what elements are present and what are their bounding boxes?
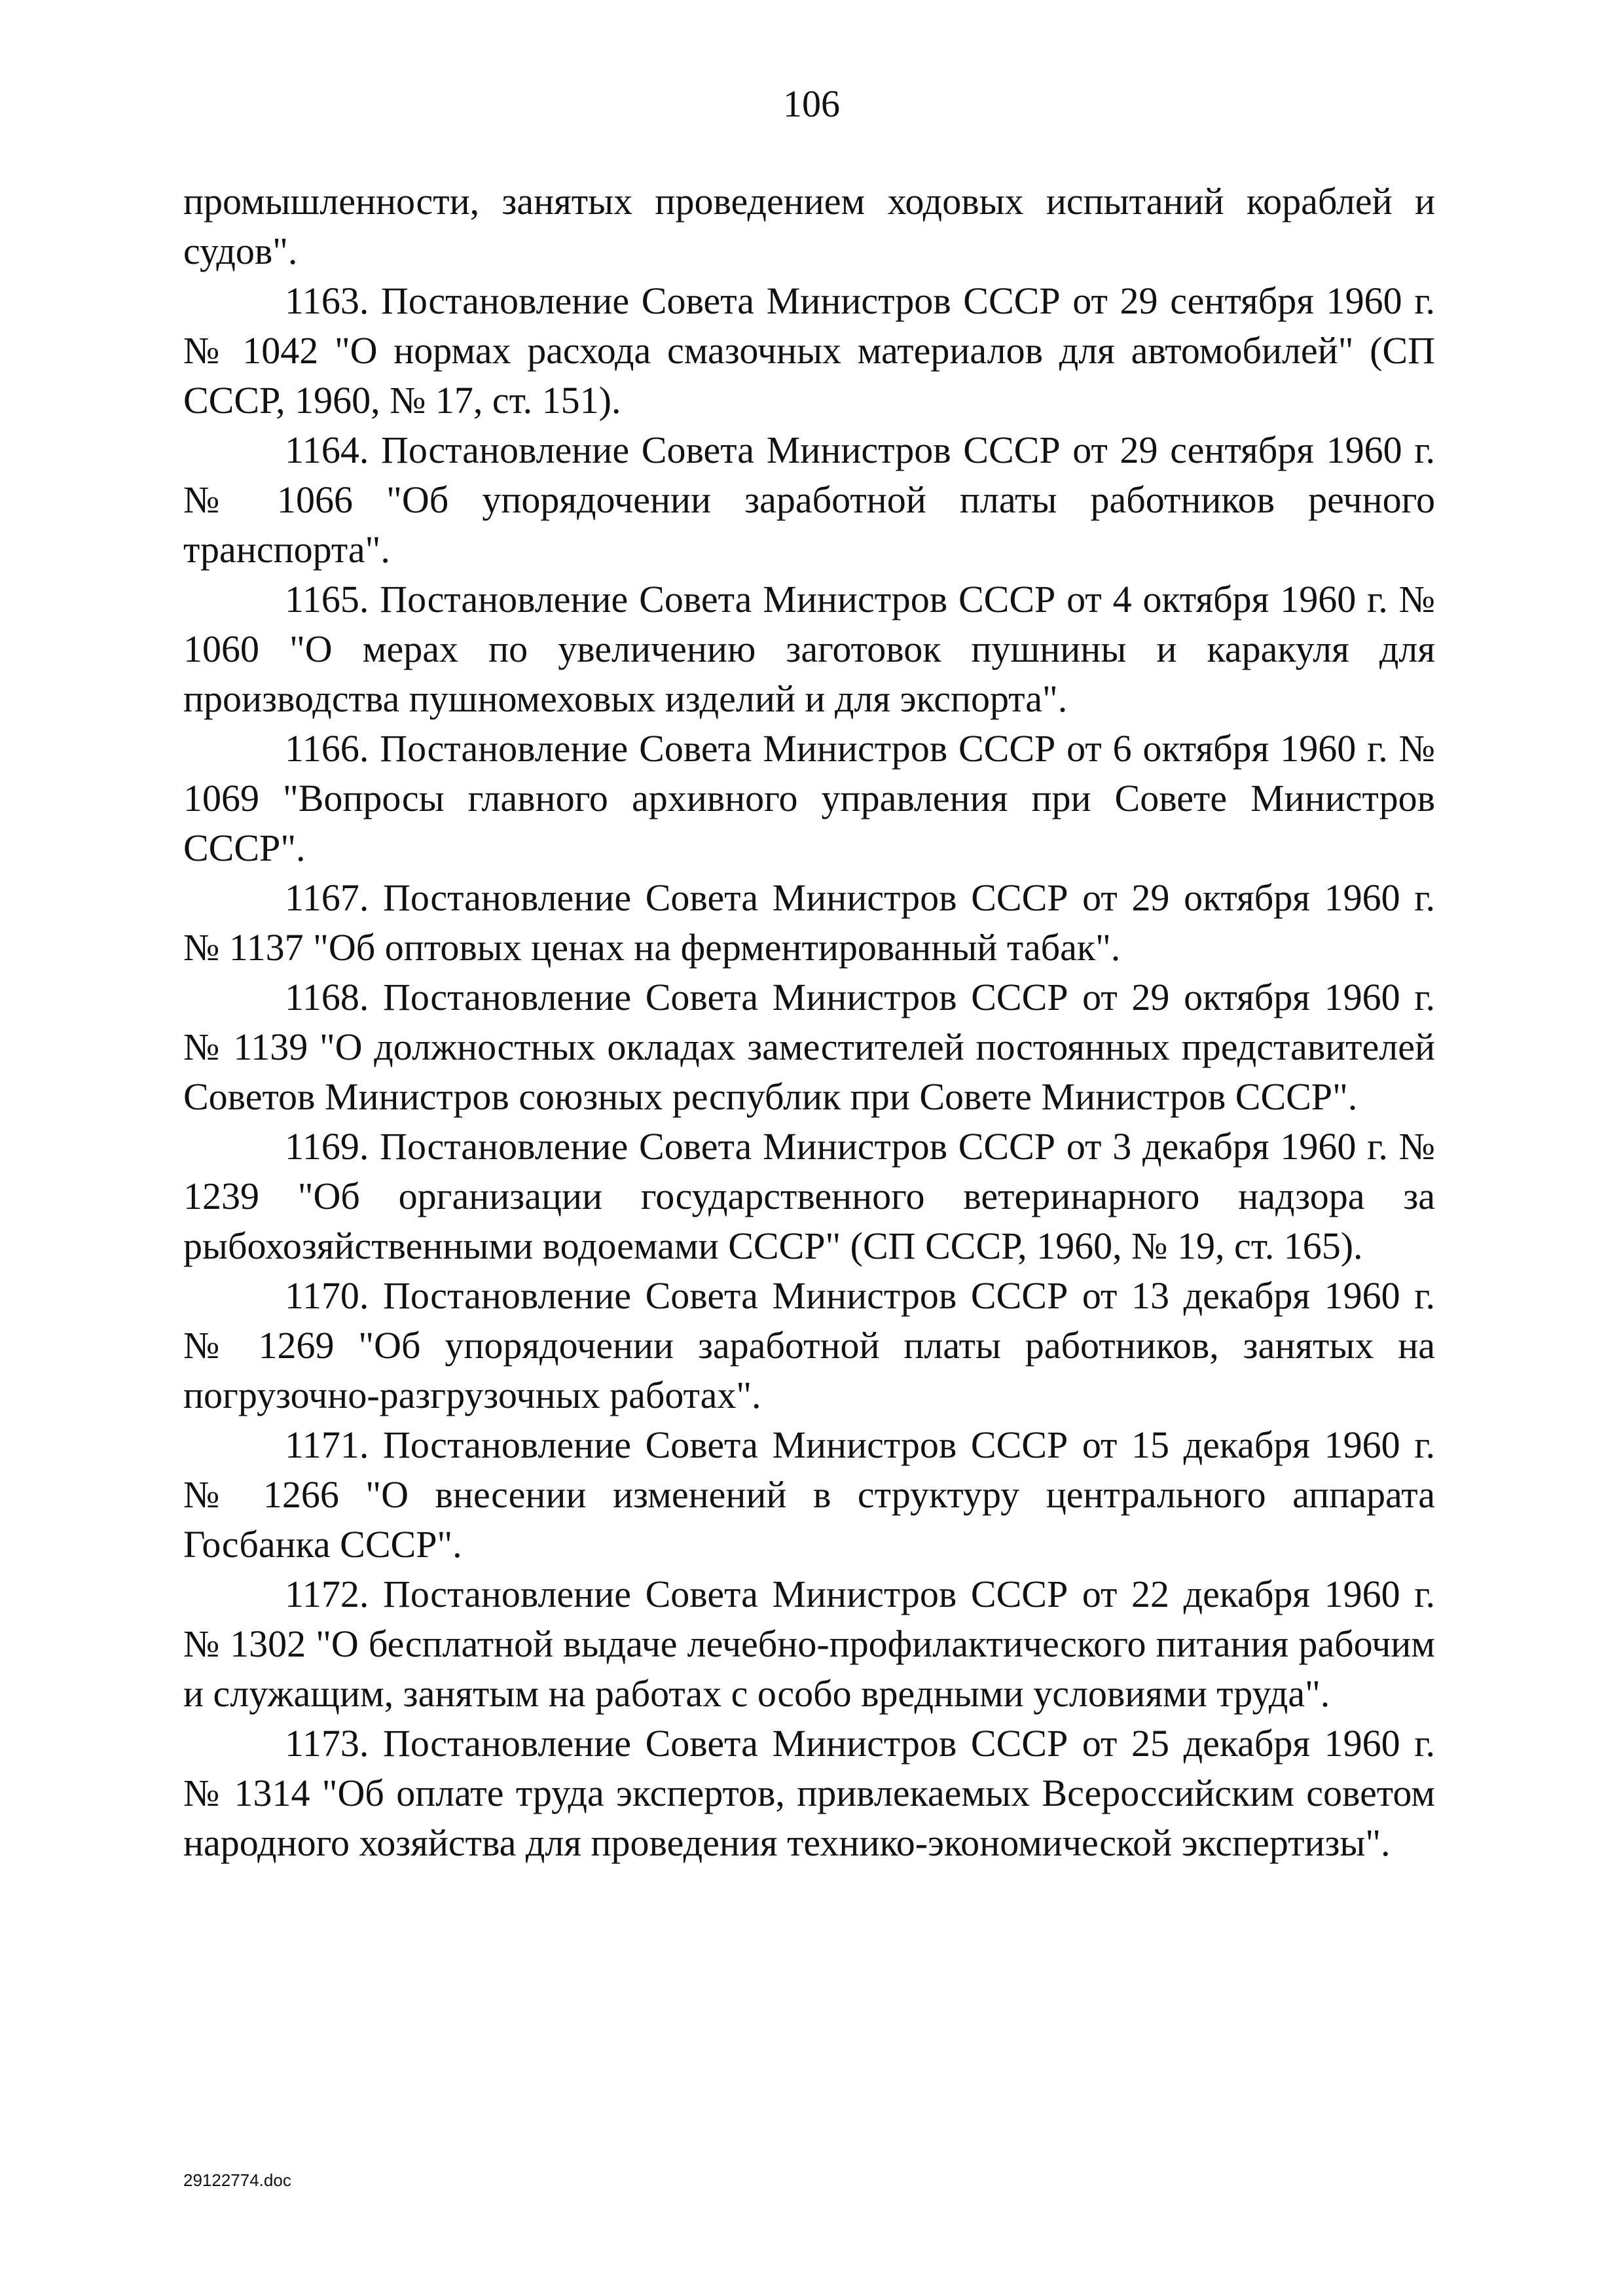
entry-number: 1167. <box>285 876 369 919</box>
entry-number: 1168. <box>285 976 369 1018</box>
entry-text: Постановление Совета Министров СССР от 25 декабря 1960 г. № 1314 "Об оплате труда экспертов, привлекаемых Всероссийским советом народного хозяйства для проведения технико-экономической экспертизы". <box>183 1722 1435 1864</box>
entry-number: 1173. <box>285 1722 369 1765</box>
list-item <box>183 1719 1435 1868</box>
entry-text: Постановление Совета Министров СССР от 4 октября 1960 г. № 1060 "О мерах по увеличению заготовок пушнины и каракуля для производства пушномеховых изделий и для экспорта". <box>183 578 1436 720</box>
entry-number: 1166. <box>285 727 369 770</box>
entry-number: 1164. <box>285 429 369 471</box>
entry-text: Постановление Совета Министров СССР от 15 декабря 1960 г. № 1266 "О внесении изменений в структуру центрального аппарата Госбанка СССР". <box>183 1424 1435 1566</box>
entry-text: Постановление Совета Министров СССР от 6 октября 1960 г. № 1069 "Вопросы главного архивного управления при Совете Министров СССР". <box>183 727 1436 869</box>
entry-text: Постановление Совета Министров СССР от 13 декабря 1960 г. № 1269 "Об упорядочении заработной платы работников, занятых на погрузочно-разгрузочных работах". <box>183 1274 1435 1416</box>
list-item <box>183 1570 1435 1719</box>
list-item <box>183 1420 1435 1570</box>
entry-number: 1165. <box>285 578 369 620</box>
entry-text: Постановление Совета Министров СССР от 29 сентября 1960 г. № 1042 "О нормах расхода смазочных материалов для автомобилей" (СП СССР, 1960, № 17, ст. 151). <box>183 279 1435 422</box>
document-body <box>183 177 1435 1868</box>
entry-number: 1170. <box>285 1274 369 1317</box>
list-item <box>183 276 1435 425</box>
continuation-paragraph: промышленности, занятых проведением ходовых испытаний кораблей и судов". <box>183 180 1435 272</box>
list-item <box>183 724 1435 873</box>
list-item <box>183 1122 1435 1271</box>
entry-number: 1169. <box>285 1125 369 1168</box>
entry-text: Постановление Совета Министров СССР от 3 декабря 1960 г. № 1239 "Об организации государственного ветеринарного надзора за рыбохозяйственными водоемами СССР" (СП СССР, 1960, № 19, ст. 165). <box>183 1125 1436 1267</box>
entry-number: 1172. <box>285 1573 369 1615</box>
list-item <box>183 575 1435 724</box>
list-item <box>183 973 1435 1122</box>
list-item <box>183 425 1435 575</box>
list-item <box>183 1271 1435 1420</box>
list-item <box>183 873 1435 973</box>
entry-text: Постановление Совета Министров СССР от 29 октября 1960 г. № 1137 "Об оптовых ценах на ферментированный табак". <box>183 876 1436 969</box>
entry-text: Постановление Совета Министров СССР от 29 сентября 1960 г. № 1066 "Об упорядочении заработной платы работников речного транспорта". <box>183 429 1435 571</box>
entry-text: Постановление Совета Министров СССР от 29 октября 1960 г. № 1139 "О должностных окладах заместителей постоянных представителей Советов Министров союзных республик при Совете Министров СССР". <box>183 976 1436 1118</box>
entry-number: 1163. <box>285 279 369 322</box>
footer-filename: 29122774.doc <box>183 2170 291 2190</box>
page-number: 106 <box>783 82 840 125</box>
entry-text: Постановление Совета Министров СССР от 22 декабря 1960 г. № 1302 "О бесплатной выдаче лечебно-профилактического питания рабочим и служащим, занятым на работах с особо вредными условиями труда". <box>183 1573 1435 1715</box>
entry-number: 1171. <box>285 1424 369 1466</box>
